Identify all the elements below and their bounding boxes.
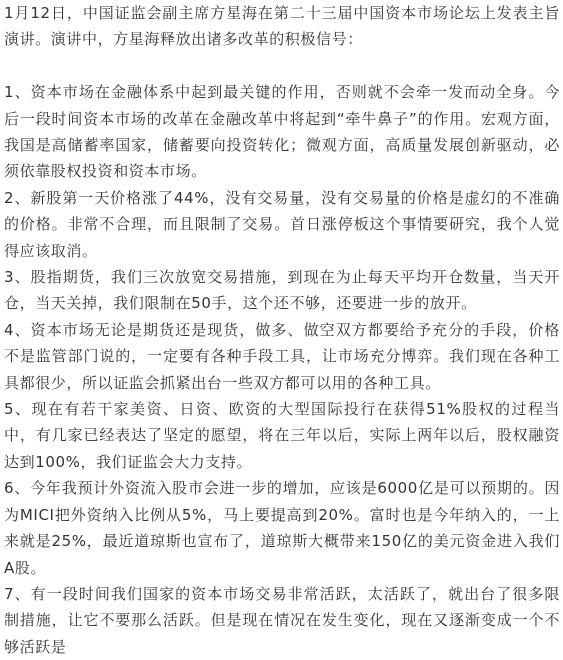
article-body xyxy=(4,0,560,660)
point-5-paragraph: 5、现在有若干家美资、日资、欧资的大型国际投行在获得51%股权的过程当中，有几家已经表达了坚定的愿望，将在三年以后，实际上两年以后，股权融资达到100%，我们证监会大力支持。 xyxy=(4,400,560,471)
paragraph-spacer xyxy=(4,53,560,79)
intro-paragraph: 1月12日，中国证监会副主席方星海在第二十三届中国资本市场论坛上发表主旨演讲。演讲中，方星海释放出诸多改革的积极信号： xyxy=(4,4,560,49)
point-2-paragraph: 2、新股第一天价格涨了44%，没有交易量，没有交易量的价格是虚幻的不准确的价格。非常不合理，而且限制了交易。首日涨停板这个事情要研究，我个人觉得应该取消。 xyxy=(4,188,560,260)
point-4-paragraph: 4、资本市场无论是期货还是现货，做多、做空双方都要给予充分的手段，价格不是监管部门说的，一定要有各种手段工具，让市场充分博弈。我们现在各种工具都很少，所以证监会抓紧出台一些双方都可以用的各种工具。 xyxy=(4,320,560,392)
point-6-paragraph: 6、今年我预计外资流入股市会进一步的增加，应该是6000亿是可以预期的。因为MICI把外资纳入比例从5%，马上要提高到20%。富时也是今年纳入的，一上来就是25%，最近道琼斯也宣布了，道琼斯大概带来150亿的美元资金进入我们A股。 xyxy=(4,479,560,577)
point-3-paragraph: 3、股指期货，我们三次放宽交易措施，到现在为止每天平均开仓数量，当天开仓，当天关掉，我们限制在50手，这个还不够，还要进一步的放开。 xyxy=(4,268,560,313)
point-1-paragraph: 1、资本市场在金融体系中起到最关键的作用，否则就不会牵一发而动全身。今后一段时间资本市场的改革在金融改革中将起到“牵牛鼻子”的作用。宏观方面，我国是高储蓄率国家，储蓄要向投资转化；微观方面，高质量发展创新驱动，必须依靠股权投资和资本市场。 xyxy=(4,83,560,181)
point-7-paragraph: 7、有一段时间我们国家的资本市场交易非常活跃，太活跃了，就出台了很多限制措施，让它不要那么活跃。但是现在情况在发生变化，现在又逐渐变成一个不够活跃是 xyxy=(4,584,560,656)
